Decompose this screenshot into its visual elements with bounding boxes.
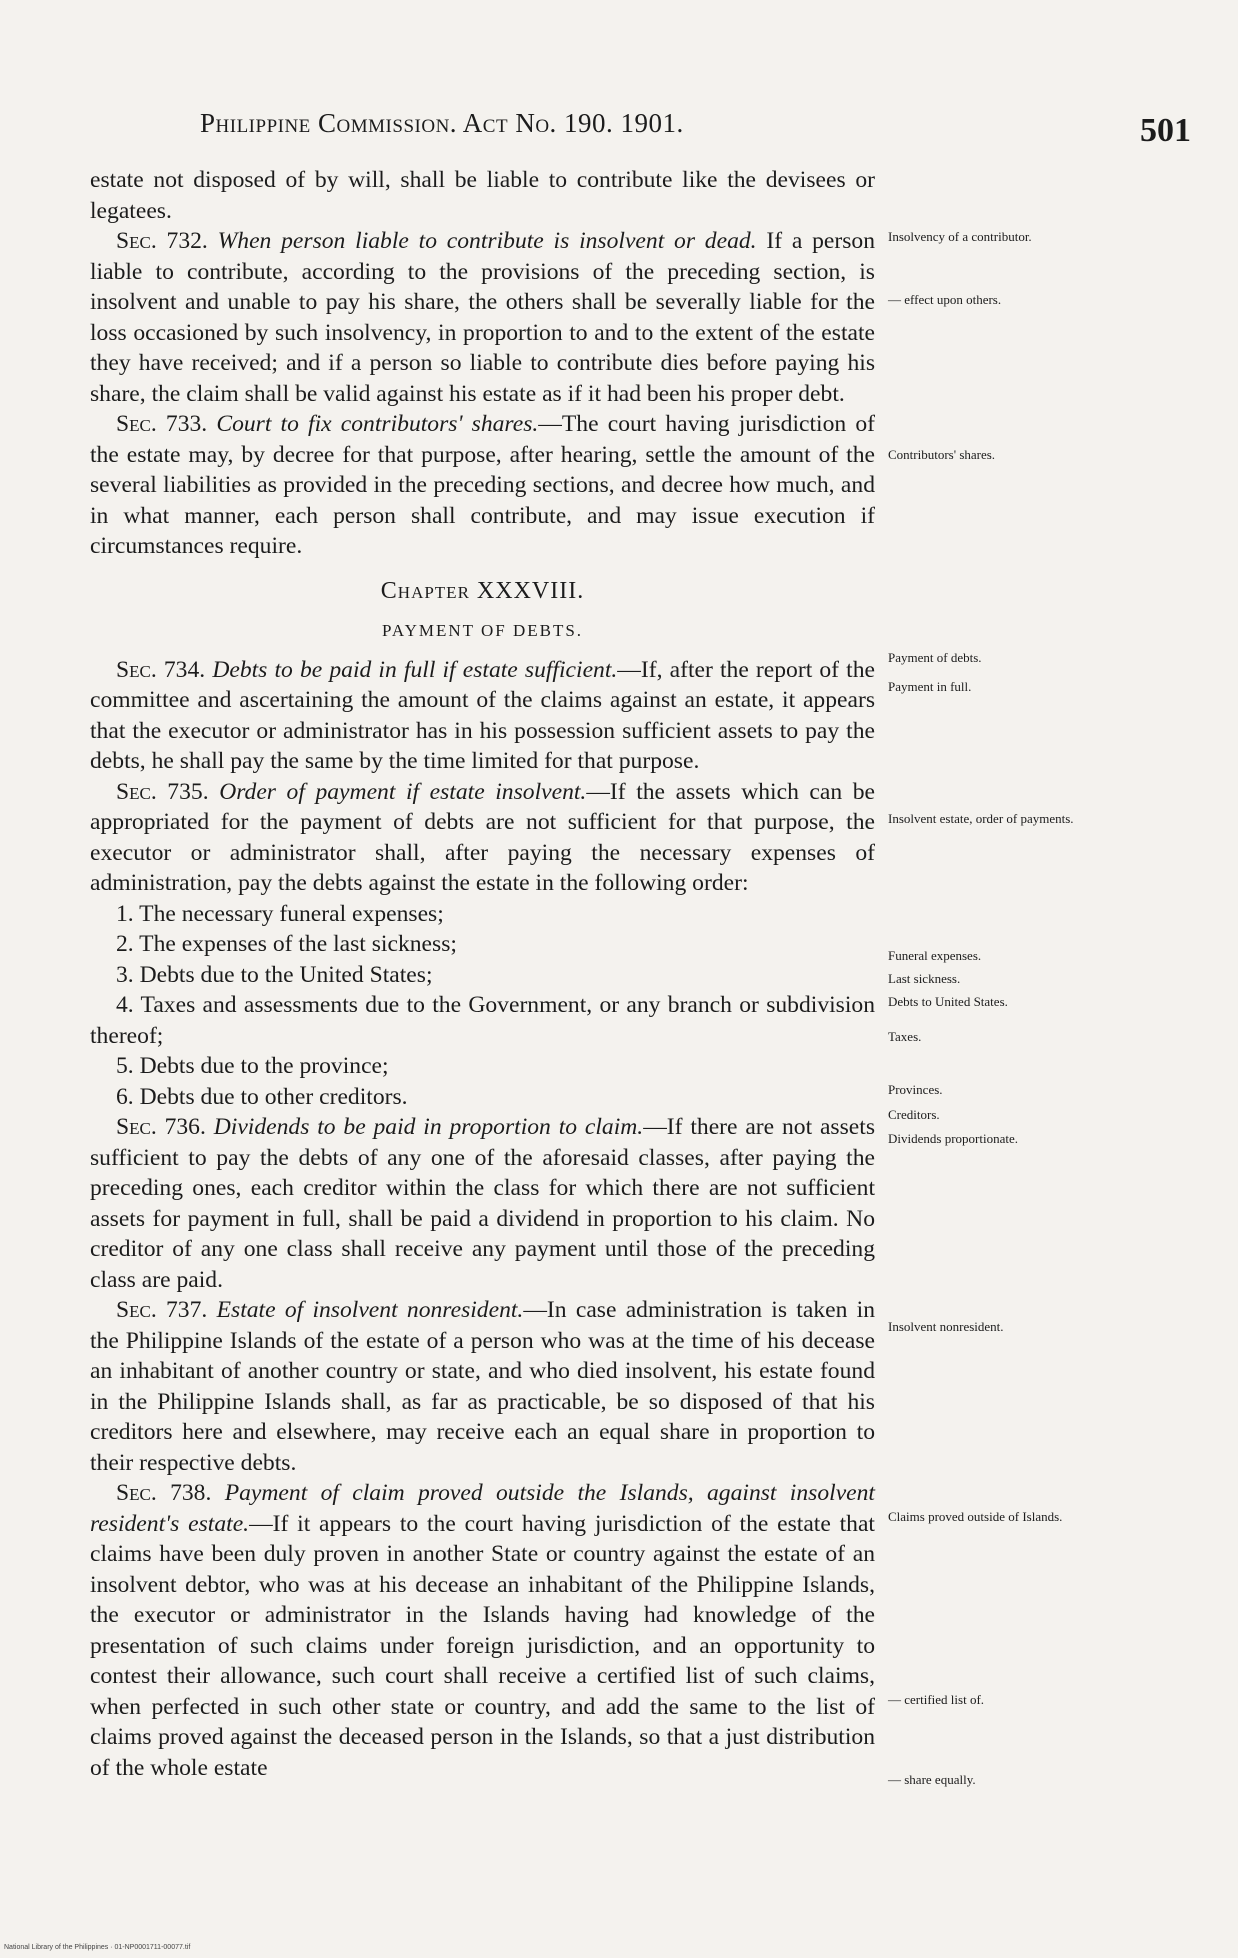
- body-text: [90, 165, 875, 1783]
- section-text: —The court having jurisdiction of the estate may, by decree for that purpose, after hearing, settle the amount of the several liabilities as provided in the preceding sections, and decree how much, and in what manner, each person shall contribute, and may issue execution if circumstances require.: [90, 411, 875, 559]
- section-733: [90, 409, 875, 562]
- section-text: —In case administration is taken in the Philippine Islands of the estate of a person who was at the time of his decease an inhabitant of another country or state, and who died insolvent, his estate found in the Philippine Islands shall, as far as practicable, be so disposed of that his creditors here and elsewhere, may receive each an equal share in proportion to their respective debts.: [90, 1297, 875, 1476]
- section-number: Sec. 734.: [116, 656, 206, 683]
- section-736: [90, 1112, 875, 1295]
- margin-note-creditors: Creditors.: [888, 1107, 940, 1122]
- list-item: 6. Debts due to other creditors.: [116, 1083, 408, 1110]
- section-text: —If there are not assets sufficient to pay the debts of any one of the aforesaid classes, after paying the preceding ones, each creditor within the class for which there are not sufficient assets for payment in full, shall be paid a dividend in proportion to his claim. No creditor of any one class shall receive any payment until those of the preceding class are paid.: [90, 1114, 875, 1293]
- section-title: When person liable to contribute is insolvent or dead.: [217, 228, 757, 254]
- list-item: 1. The necessary funeral expenses;: [116, 900, 444, 927]
- margin-note-contributors: Contributors' shares.: [888, 447, 996, 462]
- section-number: Sec. 737.: [116, 1297, 208, 1323]
- section-number: Sec. 736.: [116, 1114, 206, 1140]
- section-text: If a person liable to contribute, according to the provisions of the preceding section, is insolvent and unable to pay his share, the others shall be severally liable for the loss occasioned by such insolvency, in proportion to and to the extent of the estate they have received; and if a person so liable to contribute dies before paying his share, the claim shall be valid against his estate as if it had been his proper debt.: [90, 228, 875, 407]
- scan-footer: National Library of the Philippines · 01-NP0001711-00077.tif: [4, 1944, 191, 1951]
- section-title: Order of payment if estate insolvent.: [219, 778, 587, 805]
- margin-note-claims-outside: Claims proved outside of Islands.: [888, 1509, 1063, 1524]
- section-734: [90, 655, 875, 777]
- list-item: 2. The expenses of the last sickness;: [116, 931, 457, 957]
- margin-note-effect: — effect upon others.: [888, 292, 1002, 307]
- section-number: Sec. 738.: [116, 1480, 212, 1506]
- section-text: —If, after the report of the committee and ascertaining the amount of the claims against an estate, it appears that the executor or administrator has in his possession sufficient assets to pay the debts, he shall pay the same by the time limited for that purpose.: [90, 656, 875, 774]
- section-text: —If it appears to the court having jurisdiction of the estate that claims have been duly proven in another State or country against the estate of an insolvent debtor, who was at his decease an inhabitant of the Philippine Islands, the executor or administrator in the Islands having had knowledge of the presentation of such claims under foreign jurisdiction, and an opportunity to contest their allowance, such court shall receive a certified list of such claims, when perfected in such other state or country, and add the same to the list of claims proved against the deceased person in the Islands, so that a just distribution of the whole estate: [90, 1510, 875, 1781]
- chapter-heading: Chapter XXXVIII.: [380, 577, 585, 604]
- section-number: Sec. 735.: [116, 778, 209, 805]
- margin-note-provinces: Provinces.: [888, 1082, 943, 1097]
- margin-note-certified: — certified list of.: [888, 1692, 985, 1707]
- margin-note-share: — share equally.: [888, 1772, 976, 1787]
- running-head: Philippine Commission. Act No. 190. 1901.: [200, 108, 684, 138]
- margin-note-taxes: Taxes.: [888, 1029, 922, 1044]
- page-number: 501: [1140, 112, 1191, 149]
- section-735: [90, 777, 875, 899]
- section-732: [90, 226, 875, 409]
- margin-note-funeral: Funeral expenses.: [888, 948, 982, 963]
- section-title: Court to fix contributors' shares.: [216, 411, 539, 437]
- margin-note-insolvent-estate: Insolvent estate, order of payments.: [888, 811, 1074, 826]
- margin-note-payment-full: Payment in full.: [888, 679, 972, 694]
- section-number: Sec. 732.: [116, 228, 208, 254]
- section-title: Payment of claim proved outside the Islands, against insolvent resident's estate.: [90, 1480, 875, 1537]
- list-item: 4. Taxes and assessments due to the Government, or any branch or subdivision thereof;: [90, 992, 875, 1049]
- margin-note-insolvency: Insolvency of a contributor.: [888, 229, 1032, 244]
- section-title: Dividends to be paid in proportion to claim.: [213, 1114, 644, 1140]
- paragraph-continuation: estate not disposed of by will, shall be liable to contribute like the devisees or legatees.: [90, 167, 875, 224]
- margin-note-last-sickness: Last sickness.: [888, 971, 961, 986]
- list-item: 3. Debts due to the United States;: [116, 961, 433, 988]
- section-737: [90, 1295, 875, 1478]
- section-number: Sec. 733.: [116, 411, 208, 437]
- section-title: Estate of insolvent nonresident.: [216, 1297, 524, 1323]
- section-738: [90, 1478, 875, 1783]
- section-text: —If the assets which can be appropriated for the payment of debts are not sufficient for that purpose, the executor or administrator shall, after paying the necessary expenses of administration, pay the debts against the estate in the following order:: [90, 778, 876, 896]
- list-item: 5. Debts due to the province;: [116, 1053, 389, 1079]
- chapter-subheading: PAYMENT OF DEBTS.: [381, 621, 584, 640]
- margin-note-dividends: Dividends proportionate.: [888, 1131, 1018, 1146]
- margin-note-nonresident: Insolvent nonresident.: [888, 1319, 1004, 1334]
- section-title: Debts to be paid in full if estate sufficient.: [212, 656, 618, 683]
- margin-note-debts-us: Debts to United States.: [888, 994, 1008, 1009]
- margin-note-payment-debts: Payment of debts.: [888, 650, 982, 665]
